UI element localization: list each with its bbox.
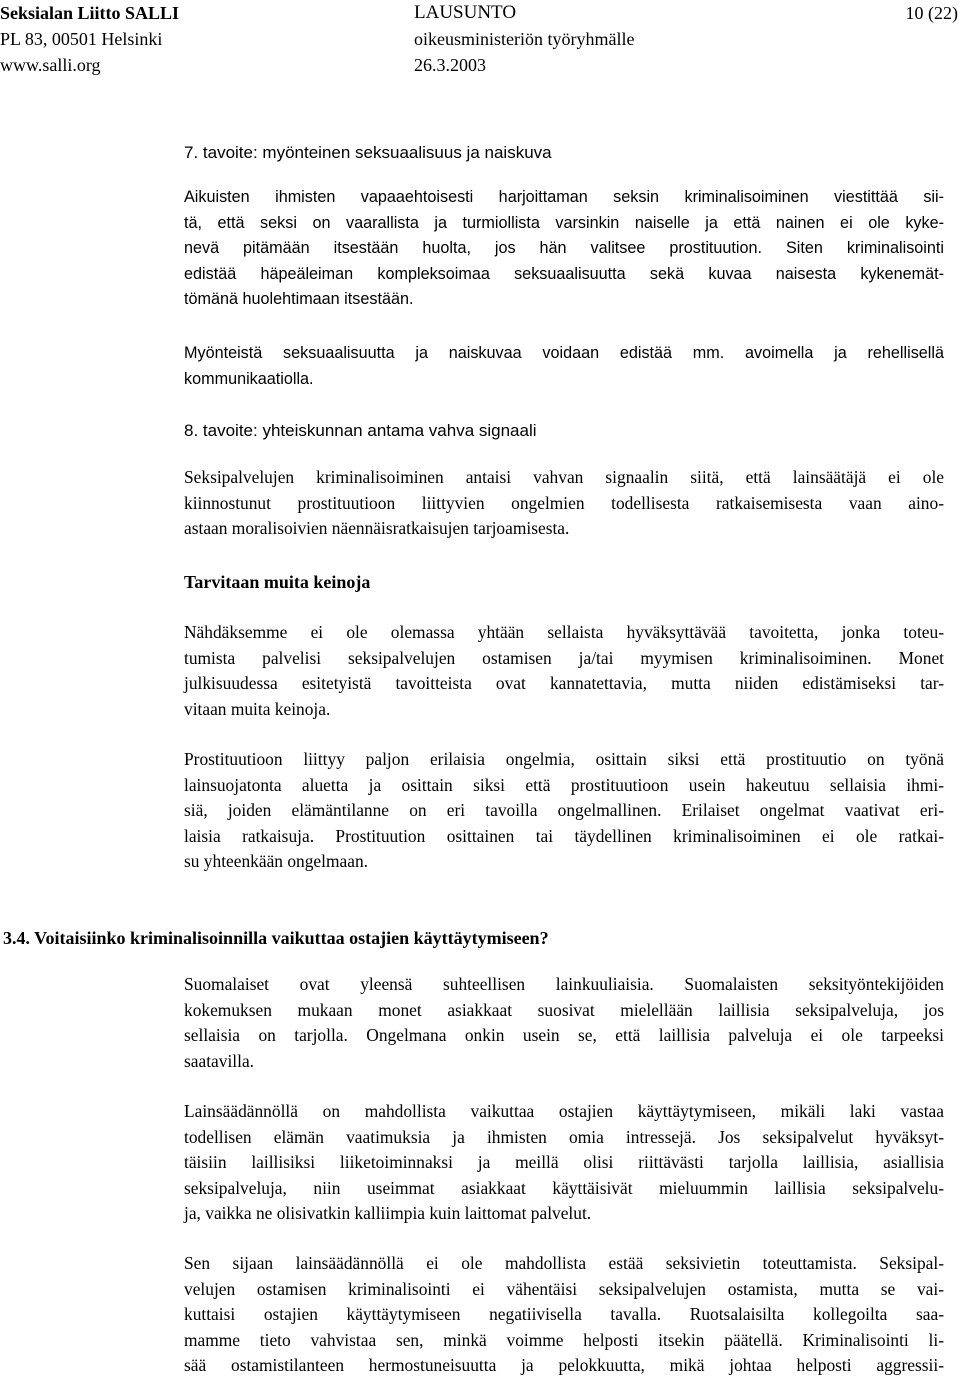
section-7-title: 7. tavoite: myönteinen seksuaalisuus ja naiskuva [184,143,552,162]
text-line: sää ostamistilanteen hermostuneisuutta ja pelokkuutta, mikä johtaa helposti aggressii- [184,1355,944,1375]
text-line: lainsuojatonta aluetta ja osittain siksi että prostituutioon usein hakeutuu sellaisia ihmi- [184,774,944,795]
text-line: ja, vaikka ne olisivatkin kalliimpia kuin laittomat palvelut. [184,1203,592,1223]
text-line: laisia ratkaisuja. Prostituution osittainen tai täydellinen kriminalisoiminen ei ole ratkai- [184,825,944,846]
text-line: mamme tieto vahvistaa sen, minkä voimme helposti itsekin päätellä. Kriminalisointi li- [184,1329,944,1350]
text-line: kokemuksen mukaan monet asiakkaat suosivat mielellään laillisia seksipalveluja, jos [184,999,944,1020]
text-line: siä, joiden elämäntilanne on eri tavoilla ongelmallinen. Erilaiset ongelmat vaativat eri- [184,800,944,820]
text-line: täisiin laillisiksi liiketoiminnaksi ja meillä olisi riittävästi tarjolla laillisia, asiallisia [184,1152,944,1172]
text-line: todellisen elämän vaatimuksia ja ihmisten omia intressejä. Jos seksipalvelut hyväksyt- [184,1126,944,1147]
text-line: Sen sijaan lainsäädännöllä ei ole mahdollista estää seksivietin toteuttamista. Seksipal- [184,1253,944,1273]
section-8-paragraph-1 [184,465,944,542]
text-line: Aikuisten ihmisten vapaaehtoisesti harjoittaman seksin kriminalisoiminen viestittää sii- [184,188,944,206]
section-3-4-paragraph-3 [184,1251,944,1378]
org-address: PL 83, 00501 Helsinki [0,29,163,49]
section-3-4-paragraph-1 [184,972,944,1074]
section-7-paragraph-1 [184,185,944,313]
text-line: Myönteistä seksuaalisuutta ja naiskuvaa voidaan edistää mm. avoimella ja rehellisellä [184,344,944,362]
text-line: Seksipalvelujen kriminalisoiminen antaisi vahvan signaalin siitä, että lainsäätäjä ei ole [184,467,944,487]
org-website: www.salli.org [0,55,101,75]
text-line: kommunikaatiolla. [184,369,314,388]
document-recipient: oikeusministeriön työryhmälle [414,29,635,49]
text-line: edistää häpeäleiman kompleksoimaa seksuaalisuutta sekä kuvaa naisesta kykenemät- [184,264,944,283]
text-line: kuttaisi ostajien käyttäytymiseen negatiivisella tavalla. Ruotsalaisilta kollegoilta saa- [184,1304,944,1324]
section-8-heading: tavoite: yhteiskunnan antama vahva signaali [202,421,537,440]
letterhead-sender [0,0,400,78]
section-3-4-title: 3.4. Voitaisiinko kriminalisoinnilla vaikuttaa ostajien käyttäytymiseen? [3,928,549,948]
document-type: LAUSUNTO [414,2,517,23]
letterhead-document-info [414,0,834,78]
section-8-title [184,419,537,443]
text-line: nevä pitämään itsestään huolta, jos hän valitsee prostituution. Siten kriminalisointi [184,239,944,257]
text-line: Suomalaiset ovat yleensä suhteellisen lainkuuliaisia. Suomalaisten seksityöntekijöiden [184,974,944,994]
text-line: su yhteenkään ongelmaan. [184,851,368,871]
text-line: seksipalveluja, niin useimmat asiakkaat käyttäisivät mieluummin laillisia seksipalvelu- [184,1177,944,1198]
text-line: julkisuudessa esitetyistä tavoitteista ovat kannatettavia, mutta niiden edistämiseksi tar- [184,673,944,693]
text-line: Nähdäksemme ei ole olemassa yhtään sellaista hyväksyttävää tavoitetta, jonka toteu- [184,622,944,642]
text-line: saatavilla. [184,1050,255,1071]
text-line: vitaan muita keinoja. [184,698,331,719]
org-name: Seksialan Liitto SALLI [0,3,180,23]
section-7-paragraph-2 [184,341,944,392]
tarvitaan-paragraph-1 [184,620,944,722]
document-date: 26.3.2003 [414,55,486,75]
text-line: tumista palvelisi seksipalvelujen ostamisen ja/tai myymisen kriminalisoiminen. Monet [184,647,944,668]
text-line: tä, että seksi on vaarallista ja turmiollista varsinkin naiselle ja että nainen ei ole kyke- [184,213,944,232]
section-3-4-paragraph-2 [184,1099,944,1227]
text-line: astaan moralisoivien näennäisratkaisujen tarjoamisesta. [184,518,570,538]
subheading-tarvitaan: Tarvitaan muita keinoja [184,572,371,592]
text-line: Prostituutioon liittyy paljon erilaisia ongelmia, osittain siksi että prostituutio on työnä [184,749,944,769]
page-number: 10 (22) [905,3,958,23]
text-line: sellaisia on tarjolla. Ongelmana onkin usein se, että laillisia palveluja ei ole tarpeeksi [184,1025,944,1045]
text-line: Lainsäädännöllä on mahdollista vaikuttaa ostajien käyttäytymiseen, mikäli laki vastaa [184,1101,944,1121]
text-line: kiinnostunut prostituutioon liittyvien ongelmien todellisesta ratkaisemisesta vaan aino- [184,492,944,513]
tarvitaan-paragraph-2 [184,747,944,875]
text-line: tömänä huolehtimaan itsestään. [184,290,414,308]
text-line: velujen ostamisen kriminalisointi ei vähentäisi seksipalvelujen ostamista, mutta se vai- [184,1278,944,1299]
section-8-number: 8. [184,421,199,440]
